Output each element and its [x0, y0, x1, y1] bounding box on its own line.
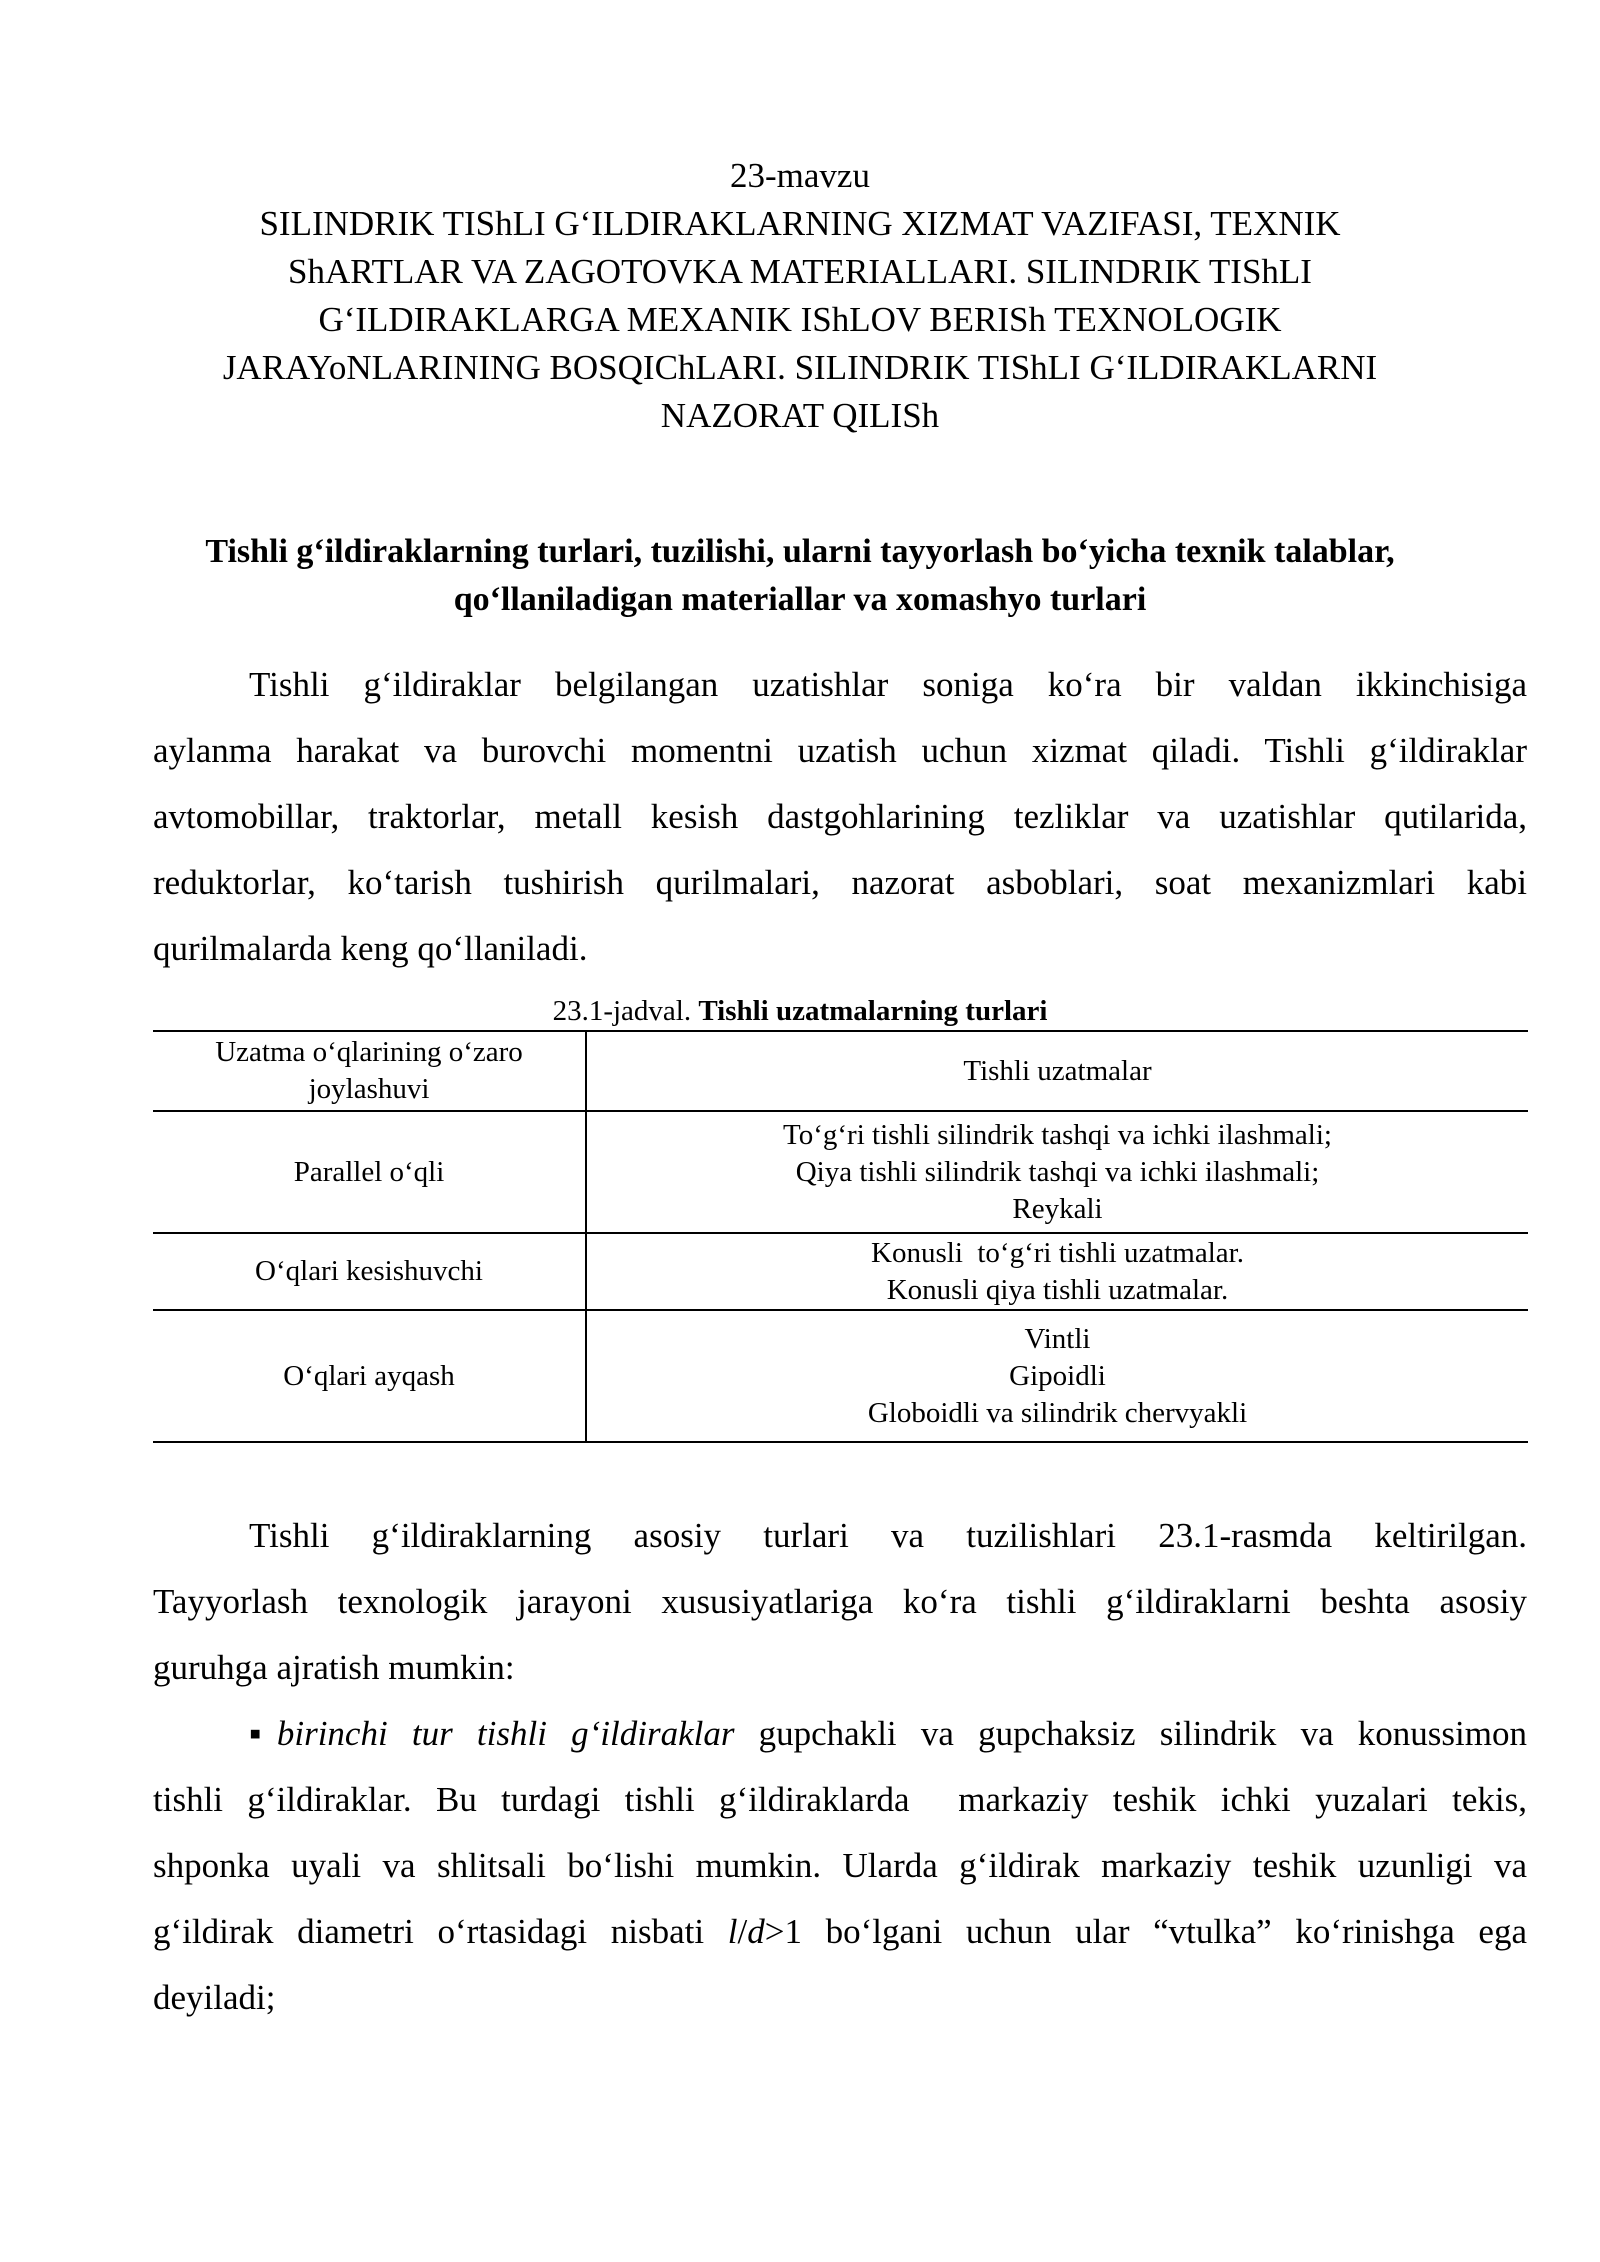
main-title-line: JARAYoNLARINING BOSQIChLARI. SILINDRIK TIShLI G‘ILDIRAKLARNI [222, 348, 1378, 387]
arrangement-cell: Parallel o‘qli [153, 1111, 586, 1233]
table-row [153, 1310, 1528, 1442]
column-header-arrangement: Uzatma o‘qlarining o‘zaro joylashuvi [153, 1031, 586, 1111]
ratio-l: l [727, 1912, 738, 1951]
paragraph-line: avtomobillar, traktorlar, metall kesish dastgohlarining tezliklar va uzatishlar qutilarida, [153, 797, 1527, 836]
paragraph-line: g‘ildirak diametri o‘rtasidagi nisbati l/d>1 bo‘lgani uchun ular “vtulka” ko‘rinishga ega [153, 1912, 1527, 1951]
paragraph-line: Tishli g‘ildiraklarning asosiy turlari va tuzilishlari 23.1-rasmda keltirilgan. [249, 1516, 1527, 1555]
arrangement-cell: O‘qlari ayqash [153, 1310, 586, 1442]
main-title-line: G‘ILDIRAKLARGA MEXANIK IShLOV BERISh TEXNOLOGIK [318, 300, 1282, 339]
ratio-d: d [747, 1912, 765, 1951]
groups-paragraph [153, 1503, 1527, 1701]
types-cell: To‘g‘ri tishli silindrik tashqi va ichki ilashmali; Qiya tishli silindrik tashqi va ichki ilashmali; Reykali [783, 1118, 1332, 1225]
section-heading-line: Tishli g‘ildiraklarning turlari, tuzilishi, ularni tayyorlash bo‘yicha texnik talablar, [205, 533, 1395, 570]
table-caption-prefix: 23.1-jadval. [552, 995, 692, 1027]
table-header-row [153, 1031, 1528, 1111]
paragraph-line: guruhga ajratish mumkin: [153, 1648, 515, 1687]
section-heading [150, 528, 1450, 624]
paragraph-line: Tayyorlash texnologik jarayoni xususiyatlariga ko‘ra tishli g‘ildiraklarni beshta asosiy [153, 1582, 1527, 1621]
paragraph-line: reduktorlar, ko‘tarish tushirish qurilmalari, nazorat asboblari, soat mexanizmlari kabi [153, 863, 1527, 902]
main-title-line: ShARTLAR VA ZAGOTOVKA MATERIALLARI. SILINDRIK TIShLI [288, 252, 1312, 291]
intro-paragraph [153, 652, 1527, 982]
table-caption-title: Tishli uzatmalarning turlari [698, 995, 1048, 1027]
types-cell: Vintli Gipoidli Globoidli va silindrik chervyakli [867, 1322, 1248, 1429]
main-title [200, 200, 1400, 440]
topic-number: 23-mavzu [730, 156, 870, 195]
paragraph-line: deyiladi; [153, 1978, 276, 2017]
table-row [153, 1111, 1528, 1233]
paragraph-line: Tishli g‘ildiraklar belgilangan uzatishlar soniga ko‘ra bir valdan ikkinchisiga [249, 665, 1527, 704]
first-type-paragraph [153, 1701, 1527, 2031]
column-header-types: Tishli uzatmalar [963, 1054, 1152, 1087]
types-cell: Konusli to‘g‘ri tishli uzatmalar. Konusli qiya tishli uzatmalar. [871, 1236, 1244, 1306]
gear-types-table [153, 1030, 1528, 1443]
table-row [153, 1233, 1528, 1310]
italic-term: birinchi tur tishli g‘ildiraklar [276, 1714, 735, 1753]
bullet-marker: ▪ [249, 1714, 277, 1753]
table-caption [0, 992, 1600, 1030]
paragraph-line: ▪birinchi tur tishli g‘ildiraklar gupchakli va gupchaksiz silindrik va konussimon [249, 1714, 1527, 1753]
paragraph-line: aylanma harakat va burovchi momentni uzatish uchun xizmat qiladi. Tishli g‘ildiraklar [153, 731, 1527, 770]
main-title-line: SILINDRIK TIShLI G‘ILDIRAKLARNING XIZMAT VAZIFASI, TEXNIK [259, 204, 1341, 243]
paragraph-line: qurilmalarda keng qo‘llaniladi. [153, 929, 588, 968]
section-heading-line: qo‘llaniladigan materiallar va xomashyo turlari [453, 581, 1147, 618]
main-title-line: NAZORAT QILISh [660, 396, 940, 435]
paragraph-line: tishli g‘ildiraklar. Bu turdagi tishli g‘ildiraklarda markaziy teshik ichki yuzalari tekis, [153, 1780, 1527, 1819]
paragraph-line: shponka uyali va shlitsali bo‘lishi mumkin. Ularda g‘ildirak markaziy teshik uzunligi va [153, 1846, 1527, 1885]
arrangement-cell: O‘qlari kesishuvchi [153, 1233, 586, 1310]
